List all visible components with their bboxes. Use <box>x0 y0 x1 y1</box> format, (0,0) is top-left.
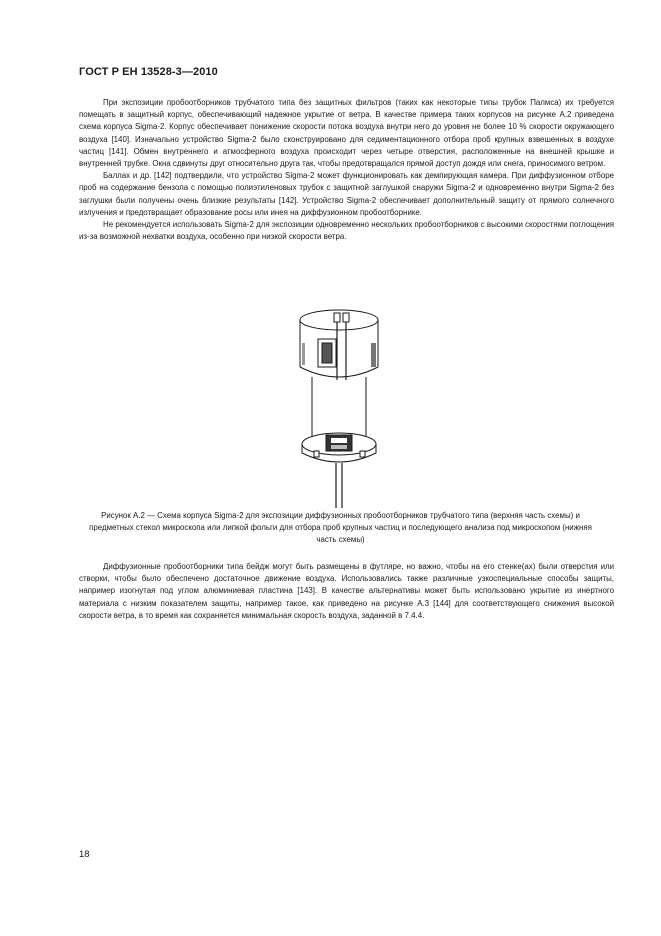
paragraph: Не рекомендуется использовать Sigma-2 для экспозиции одновременно нескольких пробоотборников с высокими скоростями поглощения из-за возможной нехватки воздуха, особенно при низкой скорости ветра. <box>79 220 614 242</box>
body-text-bottom <box>79 561 614 622</box>
bottom-peg <box>314 451 319 457</box>
slide <box>331 445 347 449</box>
housing-window-side <box>302 343 305 365</box>
bottom-peg <box>360 451 365 457</box>
housing-cap-bottom <box>300 367 378 377</box>
page-number: 18 <box>79 849 90 860</box>
paragraph: Диффузионные пробоотборники типа бейдж могут быть размещены в футляре, но важно, чтобы на его стенке(ах) были отверстия или створки, чтобы было обеспечено достаточное движение воздуха. Использовались также различные узкоспециальные способы защиты, например изогнутая под углом алюминиевая пластина [143]. В качестве альтернативы может быть использовано укрытие из инертного материала с низким показателем защиты, например такое, как приведено на рисунке А.3 [144] для соответствующего снижения высокой скорости ветра, в то время как сохраняется минимальная скорость воздуха, заданной в 7.4.4. <box>79 562 614 620</box>
figure-caption: Рисунок А.2 — Схема корпуса Sigma-2 для экспозиции диффузионных пробоотборников трубчатого типа (верхняя часть схемы) и предметных стекол микроскопа или липкой фольги для отбора проб крупных частиц и последующего анализа под микроскопом (нижняя часть схемы) <box>89 511 592 545</box>
sampler-tube-cap <box>334 313 340 322</box>
housing-window-inner <box>322 343 332 363</box>
sampler-tube-cap <box>343 313 349 322</box>
housing-window-side <box>371 343 376 367</box>
sigma-2-housing-figure <box>290 303 390 511</box>
slide <box>331 438 347 443</box>
body-text-top <box>79 97 614 243</box>
document-header: ГОСТ Р ЕН 13528-3—2010 <box>79 66 218 78</box>
paragraph: При экспозиции пробоотборников трубчатого типа без защитных фильтров (таких как некоторые типы трубок Палмса) их требуется помещать в защитный корпус, обеспечивающий надежное укрытие от ветра. В качестве примера таких корпусов на рисунке А.2 приведена схема корпуса Sigma-2. Корпус обеспечивает понижение скорости потока воздуха внутри него до уровня не более 10 % скорости окружающего воздуха [140]. Изначально устройство Sigma-2 было сконструировано для седиментационного отбора проб крупных взвешенных в воздухе частиц [141]. Обмен внутреннего и атмосферного воздуха происходит через четыре отверстия, расположенные на внешней крышке и внутренней трубке. Окна сдвинуты друг относительно друга так, чтобы предотвращался прямой доступ дождя или снега, приносимого ветром. <box>79 98 614 169</box>
paragraph: Баллах и др. [142] подтвердили, что устройство Sigma-2 может функционировать как демпирующая камера. При диффузионном отборе проб на содержание бензола с помощью полиэтиленовых трубок с защитной заглушкой снаружи Sigma-2 и одновременно внутри Sigma-2 без заглушки были получены очень близкие результаты [142]. Устройство Sigma-2 обеспечивает дополнительный защиту от прямого солнечного излучения и предотвращает образование росы или инея на диффузионном пробоотборнике. <box>79 171 614 217</box>
